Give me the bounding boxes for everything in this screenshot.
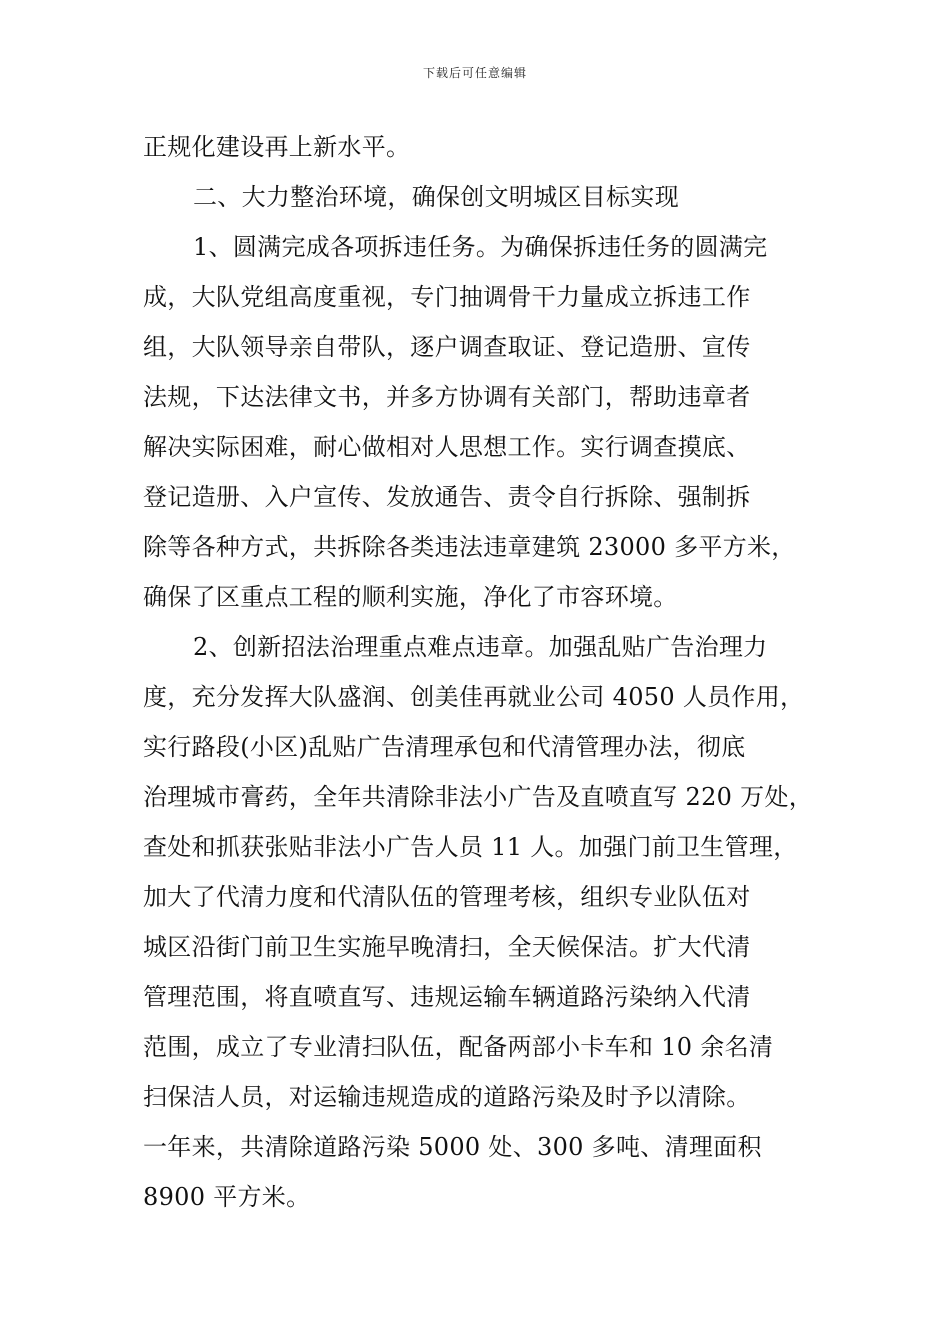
- page-header: 下载后可任意编辑: [422, 66, 527, 80]
- text-line: 解决实际困难，耐心做相对人思想工作。实行调查摸底、: [143, 433, 751, 461]
- paragraph-start-line: 二、大力整治环境，确保创文明城区目标实现: [193, 183, 679, 211]
- text-line: 组，大队领导亲自带队，逐户调查取证、登记造册、宣传: [143, 333, 751, 361]
- text-line: 确保了区重点工程的顺利实施，净化了市容环境。: [143, 583, 678, 611]
- text-line: 成，大队党组高度重视，专门抽调骨干力量成立拆违工作: [143, 283, 751, 311]
- text-line: 管理范围，将直喷直写、违规运输车辆道路污染纳入代清: [143, 983, 751, 1011]
- text-line: 除等各种方式，共拆除各类违法违章建筑 23000 多平方米，: [143, 533, 796, 561]
- text-line: 一年来，共清除道路污染 5000 处、300 多吨、清理面积: [143, 1133, 762, 1161]
- text-line: 范围，成立了专业清扫队伍，配备两部小卡车和 10 余名清: [143, 1033, 774, 1061]
- text-line: 登记造册、入户宣传、发放通告、责令自行拆除、强制拆: [143, 483, 751, 511]
- text-line: 城区沿街门前卫生实施早晚清扫，全天候保洁。扩大代清: [143, 933, 751, 961]
- text-line: 8900 平方米。: [143, 1183, 311, 1211]
- paragraph-start-line: 2、创新招法治理重点难点违章。加强乱贴广告治理力: [193, 633, 768, 661]
- text-line: 实行路段(小区)乱贴广告清理承包和代清管理办法，彻底: [143, 733, 746, 761]
- document-body: [143, 122, 813, 1222]
- paragraph-start-line: 1、圆满完成各项拆违任务。为确保拆违任务的圆满完: [193, 233, 768, 261]
- text-line: 度，充分发挥大队盛润、创美佳再就业公司 4050 人员作用，: [143, 683, 805, 711]
- text-line: 加大了代清力度和代清队伍的管理考核，组织专业队伍对: [143, 883, 751, 911]
- text-line: 法规，下达法律文书，并多方协调有关部门，帮助违章者: [143, 383, 751, 411]
- text-line: 查处和抓获张贴非法小广告人员 11 人。加强门前卫生管理，: [143, 833, 798, 861]
- text-line: 正规化建设再上新水平。: [143, 133, 411, 161]
- text-line: 扫保洁人员，对运输违规造成的道路污染及时予以清除。: [143, 1083, 751, 1111]
- text-line: 治理城市膏药，全年共清除非法小广告及直喷直写 220 万处，: [143, 783, 814, 811]
